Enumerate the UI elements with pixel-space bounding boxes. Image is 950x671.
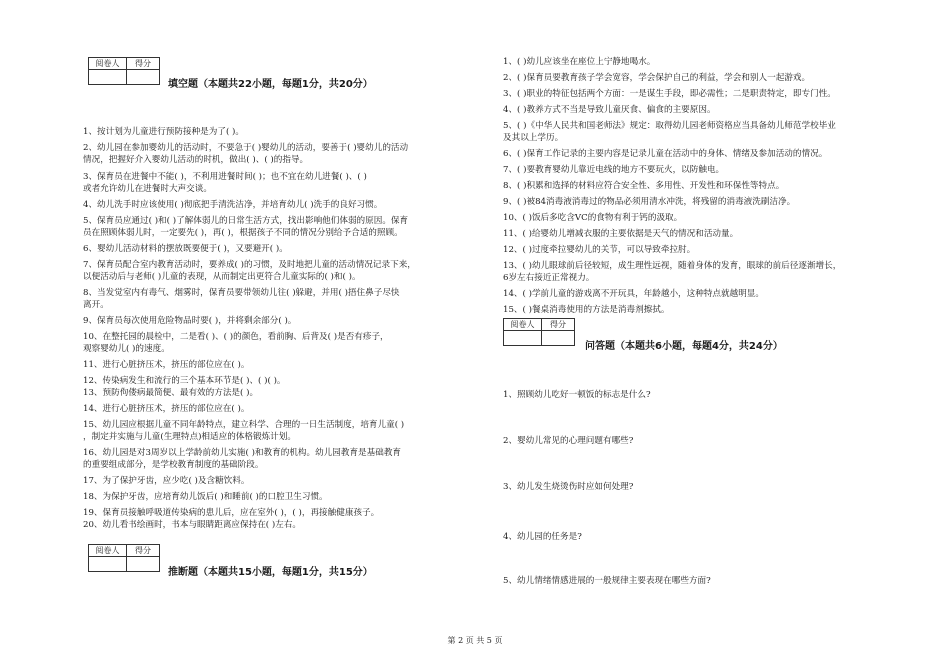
- question-line: 1、( )幼儿应该坐在座位上宁静地喝水。: [503, 57, 656, 67]
- question-line: 4、幼儿洗手时应该使用( )彻底把手清洗洁净，并培育幼儿( )洗手的良好习惯。: [83, 200, 383, 210]
- grader-label: 阅卷人: [504, 319, 542, 331]
- question-line: 3、保育员在进餐中不能( )，不利用进餐时间( )；也不宜在幼儿进餐( )、( ): [83, 172, 367, 182]
- grader-box-qa: [503, 318, 575, 346]
- score-label: 得分: [127, 58, 160, 70]
- qa-question: 4、幼儿园的任务是?: [503, 532, 582, 542]
- grader-box-judge: [88, 544, 160, 572]
- question-line: 1、按计划为儿童进行预防接种是为了( )。: [83, 127, 244, 137]
- question-line: 19、保育员接触呼吸道传染病的患儿后，应在室外( )，( )，再接触健康孩子。: [83, 508, 380, 518]
- question-line: 观察婴幼儿( )的速度。: [83, 344, 170, 354]
- grader-box-fill: [88, 57, 160, 85]
- question-line: 12、( )过度牵拉婴幼儿的关节，可以导致牵拉肘。: [503, 245, 696, 255]
- grader-cell: [89, 70, 127, 85]
- qa-question: 5、幼儿情绪情感进展的一般规律主要表现在哪些方面?: [503, 576, 711, 586]
- score-cell: [127, 557, 160, 572]
- question-line: 及其以上学历。: [503, 133, 564, 143]
- question-line: 18、为保护牙齿，应培育幼儿饭后( )和睡前( )的口腔卫生习惯。: [83, 492, 328, 502]
- question-line: 11、进行心脏挤压术，挤压的部位应在( )。: [83, 360, 250, 370]
- question-line: 或者允许幼儿在进餐时大声交谈。: [83, 184, 212, 194]
- question-line: 14、( )学前儿童的游戏离不开玩具，年龄越小，这种特点就越明显。: [503, 289, 764, 299]
- question-line: 离开。: [83, 300, 109, 310]
- question-line: 15、( )餐桌消毒使用的方法是消毒剂擦拭。: [503, 305, 670, 315]
- score-label: 得分: [127, 545, 160, 557]
- question-line: 2、幼儿园在参加婴幼儿的活动时，不要急于( )婴幼儿的活动，要善于( )婴幼儿的活动: [83, 143, 409, 153]
- page-footer: 第 2 页 共 5 页: [447, 636, 503, 645]
- section-title-qa: 问答题（本题共6小题，每题4分，共24分）: [585, 341, 783, 352]
- score-label: 得分: [542, 319, 575, 331]
- question-line: 11、( )给婴幼儿增减衣服的主要依据是天气的情况和活动量。: [503, 229, 739, 239]
- score-cell: [127, 70, 160, 85]
- question-line: 16、幼儿园是对3周岁以上学龄前幼儿实施( )和教育的机构。幼儿园教育是基础教育: [83, 448, 402, 458]
- question-line: 10、( )饭后多吃含VC的食物有利于钙的汲取。: [503, 213, 683, 223]
- qa-question: 3、幼儿发生烧烫伤时应如何处理?: [503, 482, 634, 492]
- question-line: 14、进行心脏挤压术，挤压的部位应在( )。: [83, 404, 250, 414]
- question-line: ，制定并实施与儿童(生理特点)相适应的体格锻炼计划。: [83, 432, 296, 442]
- question-line: 12、传染病发生和流行的三个基本环节是( )、( )( )。: [83, 376, 286, 386]
- section-title-judge: 推断题（本题共15小题，每题1分，共15分）: [168, 567, 373, 578]
- question-line: 5、保育员应通过( )和( )了解体弱儿的日常生活方式，找出影响他们体弱的原因。保育: [83, 216, 409, 226]
- question-line: 6、婴幼儿活动材料的摆放既要便于( )，又要避开( )。: [83, 244, 288, 254]
- question-line: 17、为了保护牙齿，应少吃( )及含糖饮料。: [83, 476, 250, 486]
- qa-question: 1、照顾幼儿吃好一顿饭的标志是什么?: [503, 390, 651, 400]
- question-line: 5、( )《中华人民共和国老师法》规定：取得幼儿园老师资格应当具备幼儿师范学校毕业: [503, 121, 836, 131]
- section-title-fill: 填空题（本题共22小题，每题1分，共20分）: [168, 79, 373, 90]
- qa-question: 2、婴幼儿常见的心理问题有哪些?: [503, 436, 634, 446]
- question-line: 6岁左右接近正常视力。: [503, 273, 595, 283]
- question-line: 13、( )幼儿眼球前后径较短，成生理性远视，随着身体的发育，眼球的前后径逐渐增长，: [503, 261, 842, 271]
- grader-label: 阅卷人: [89, 58, 127, 70]
- question-line: 4、( )教养方式不当是导致儿童厌食、偏食的主要原因。: [503, 105, 716, 115]
- question-line: 6、( )保育工作记录的主要内容是记录儿童在活动中的身体、情绪及参加活动的情况。: [503, 149, 828, 159]
- question-line: 13、预防佝偻病最简便、最有效的方法是( )。: [83, 388, 259, 398]
- grader-cell: [504, 331, 542, 346]
- question-line: 员在照顾体弱儿时，一定要先( )，再( )，根据孩子不同的情况分别给予合适的照顾。: [83, 228, 403, 238]
- score-cell: [542, 331, 575, 346]
- question-line: 10、在整托园的晨检中，二是看( )、( )的颜色，看前胸、后背及( )是否有疹子，: [83, 332, 389, 342]
- grader-cell: [89, 557, 127, 572]
- question-line: 8、当发觉室内有毒气、烟雾时，保育员要带领幼儿往( )躲避，并用( )捂住鼻子尽快: [83, 288, 400, 298]
- question-line: 2、( )保育员要教育孩子学会宽容，学会保护自己的利益，学会和别人一起游戏。: [503, 73, 811, 83]
- question-line: 7、( )要教育婴幼儿靠近电线的地方不要玩火，以防触电。: [503, 165, 725, 175]
- question-line: 9、保育员每次使用危险物品时要( )，并将剩余部分( )。: [83, 316, 297, 326]
- question-line: 情况，把握好介入婴幼儿活动的时机，做出( )、( )的指导。: [83, 155, 309, 165]
- question-line: 20、幼儿看书绘画时，书本与眼睛距离应保持在( )左右。: [83, 520, 302, 530]
- question-line: 15、幼儿园应根据儿童不同年龄特点，建立科学、合理的一日生活制度，培育儿童( ): [83, 420, 405, 430]
- grader-label: 阅卷人: [89, 545, 127, 557]
- question-line: 8、( )积累和选择的材料应符合安全性、多用性、开发性和环保性等特点。: [503, 181, 785, 191]
- question-line: 7、保育员配合室内教育活动时，要养成( )的习惯，及时地把儿童的活动情况记录下来，: [83, 260, 416, 270]
- question-line: 以便活动后与老师( )儿童的表现，从而制定出更符合儿童实际的( )和( )。: [83, 272, 361, 282]
- question-line: 3、( )职业的特征包括两个方面：一是谋生手段，即必需性；二是职责特定，即专门性。: [503, 89, 836, 99]
- question-line: 9、( )被84消毒液消毒过的物品必须用清水冲洗，将残留的消毒液洗刷洁净。: [503, 197, 796, 207]
- question-line: 的重要组成部分，是学校教育制度的基础阶段。: [83, 460, 264, 470]
